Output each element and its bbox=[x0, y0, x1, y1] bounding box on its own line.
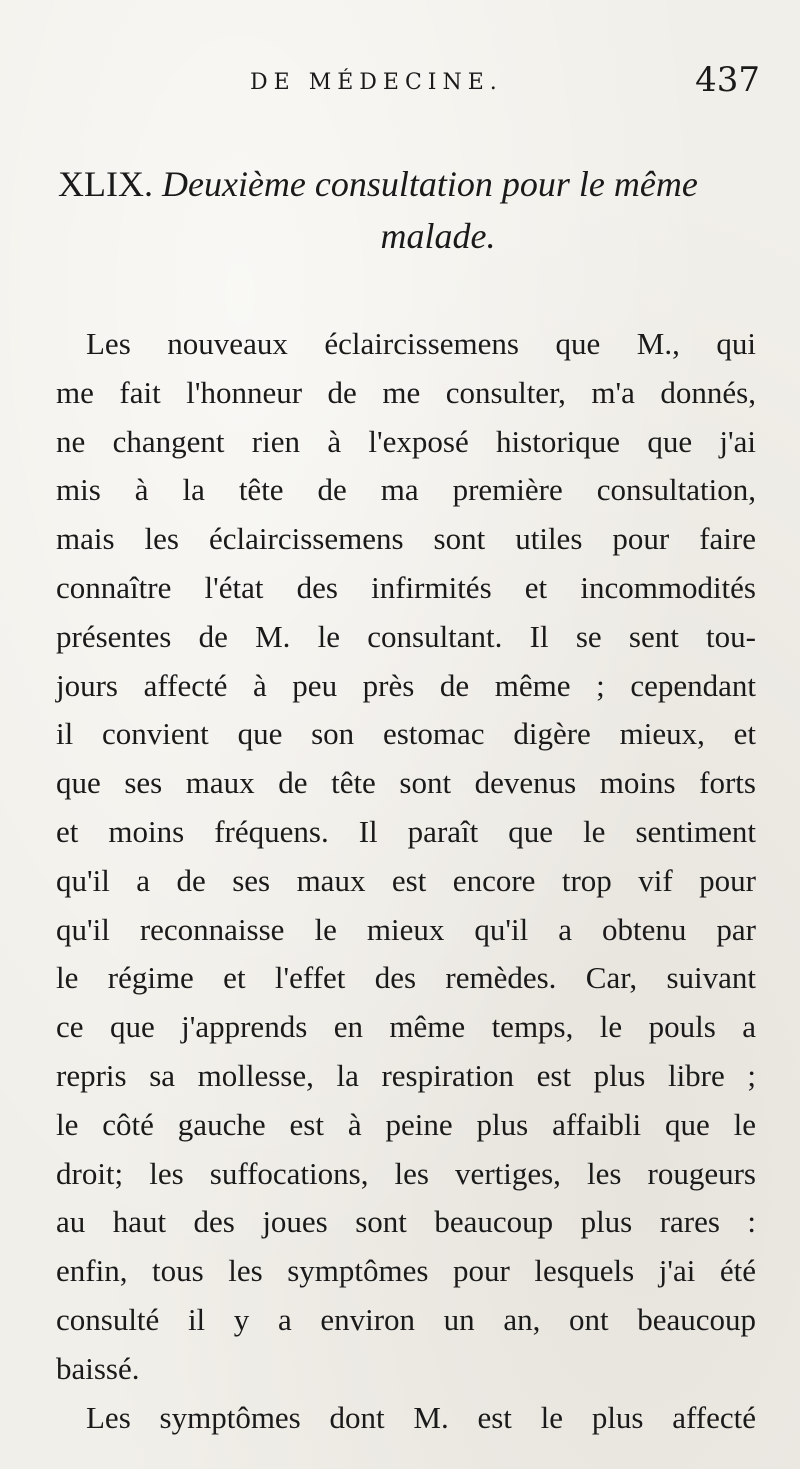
text-line: ne changent rien à l'exposé historique que j'ai bbox=[56, 423, 756, 459]
paragraph-2 bbox=[56, 1394, 756, 1443]
text-line: enfin, tous les symptômes pour lesquels j'ai été bbox=[56, 1253, 756, 1289]
text-line: le régime et l'effet des remèdes. Car, suivant bbox=[56, 960, 756, 996]
text-line: qu'il a de ses maux est encore trop vif pour bbox=[56, 862, 756, 898]
text-line: qu'il reconnaisse le mieux qu'il a obtenu par bbox=[56, 911, 756, 947]
text-line: il convient que son estomac digère mieux, et bbox=[56, 716, 756, 752]
text-line: le côté gauche est à peine plus affaibli que le bbox=[56, 1106, 756, 1142]
text-line: au haut des joues sont beaucoup plus rares : bbox=[56, 1204, 756, 1240]
page-number: 437 bbox=[695, 60, 760, 100]
text-line: droit; les suffocations, les vertiges, les rougeurs bbox=[56, 1155, 756, 1191]
paragraph-1 bbox=[56, 320, 756, 1394]
section-numeral: XLIX. bbox=[58, 164, 153, 204]
text-line: ce que j'apprends en même temps, le pouls a bbox=[56, 1009, 756, 1045]
text-line: jours affecté à peu près de même ; cependant bbox=[56, 667, 756, 703]
text-line: que ses maux de tête sont devenus moins forts bbox=[56, 765, 756, 801]
text-line: Les symptômes dont M. est le plus affecté bbox=[86, 1399, 756, 1435]
section-title: Deuxième consultation pour le même bbox=[161, 164, 698, 204]
section-heading bbox=[58, 158, 758, 262]
section-title-continued: malade. bbox=[380, 216, 496, 256]
running-head: DE MÉDECINE. bbox=[250, 70, 503, 95]
heading-line-1 bbox=[58, 158, 758, 210]
text-line: mais les éclaircissemens sont utiles pour faire bbox=[56, 521, 756, 557]
body-text bbox=[56, 320, 756, 1442]
text-line: présentes de M. le consultant. Il se sent tou- bbox=[56, 618, 756, 654]
text-line: connaître l'état des infirmités et incommodités bbox=[56, 569, 756, 605]
text-line: consulté il y a environ un an, ont beaucoup bbox=[56, 1301, 756, 1337]
text-line: Les nouveaux éclaircissemens que M., qui bbox=[86, 326, 756, 361]
text-line: mis à la tête de ma première consultation, bbox=[56, 472, 756, 508]
text-line: baissé. bbox=[56, 1350, 140, 1386]
text-line: et moins fréquens. Il paraît que le sentiment bbox=[56, 813, 756, 849]
text-line: repris sa mollesse, la respiration est plus libre ; bbox=[56, 1057, 756, 1093]
text-line: me fait l'honneur de me consulter, m'a donnés, bbox=[56, 374, 756, 410]
